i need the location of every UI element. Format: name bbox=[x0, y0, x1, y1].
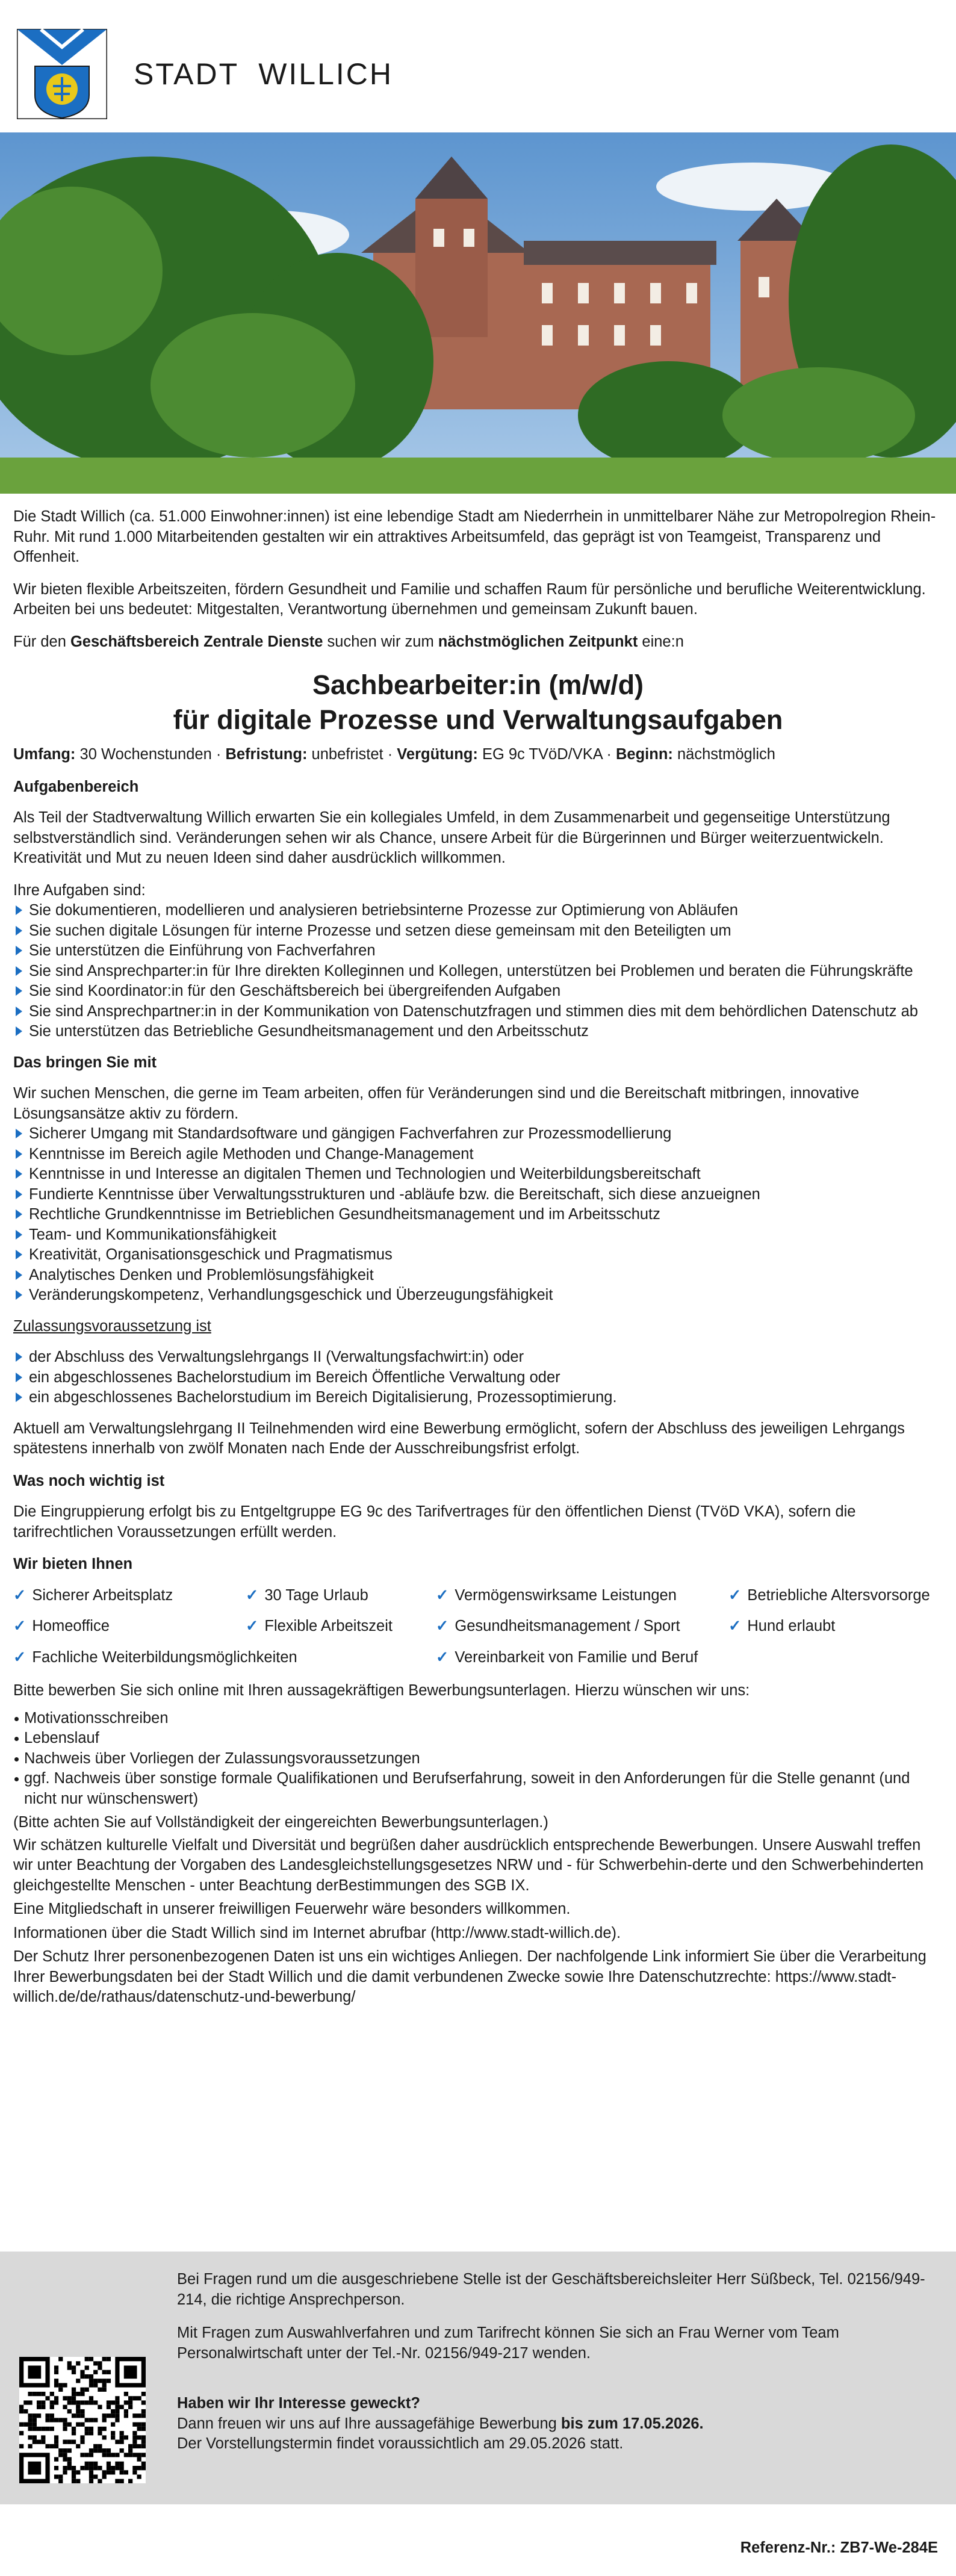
meta-label: Vergütung: bbox=[397, 746, 478, 763]
benefit-item bbox=[728, 1616, 943, 1637]
bullet-dot-icon bbox=[14, 1737, 19, 1741]
triangle-bullet-icon bbox=[16, 1392, 22, 1402]
zulassung-item-text: der Abschluss des Verwaltungslehrgangs II (Verwaltungsfachwirt:in) oder bbox=[29, 1349, 524, 1365]
qr-code-image[interactable] bbox=[19, 2357, 146, 2483]
zulassung-note: Aktuell am Verwaltungslehrgang II Teilnehmenden wird eine Bewerbung ermöglicht, sofern der Abschluss des jeweiligen Lehrgangs spätestens innerhalb von zwölf Monaten nach Ende der Ausschreibungsfrist erfolgt. bbox=[13, 1420, 905, 1457]
hero-castle-photo bbox=[0, 132, 956, 494]
check-icon: ✓ bbox=[13, 1618, 26, 1634]
meta-label: Beginn: bbox=[615, 746, 673, 763]
triangle-bullet-icon bbox=[16, 1026, 22, 1036]
meta-label: Befristung: bbox=[225, 746, 308, 763]
bewerbung-item-text: Lebenslauf bbox=[24, 1730, 99, 1746]
diversity-statement: Wir schätzen kulturelle Vielfalt und Diversität und begrüßen daher ausdrücklich entsprechende Bewerbungen. Unsere Auswahl treffen wir unter Beachtung der Vorgaben des Landesgleichstellungsgesetzes NRW und - für Schwerbehin-derte und den Schwerbehinderten gleichgestellte Menschen - unter Beachtung derBestimmungen des SGB IX. bbox=[13, 1836, 924, 1894]
benefits-grid bbox=[13, 1586, 943, 1668]
profil-item bbox=[13, 1164, 943, 1185]
triangle-bullet-icon bbox=[16, 1169, 22, 1179]
triangle-bullet-icon bbox=[16, 1290, 22, 1300]
profil-item bbox=[13, 1185, 943, 1205]
profil-item bbox=[13, 1144, 943, 1165]
aufgaben-intro: Als Teil der Stadtverwaltung Willich erwarten Sie ein kollegiales Umfeld, in dem Zusammenarbeit und gegenseitige Unterstützung selbstverständlich sind. Veränderungen sehen wir als Chance, unsere Arbeit für die Bürgerinnen und Bürger weiterzuentwickeln. Kreativität und Mut zu neuen Ideen sind daher ausdrücklich willkommen. bbox=[13, 809, 890, 866]
benefit-text: Gesundheitsmanagement / Sport bbox=[455, 1618, 680, 1634]
brand-word-willich: WILLICH bbox=[258, 57, 393, 91]
triangle-bullet-icon bbox=[16, 1250, 22, 1259]
check-icon: ✓ bbox=[246, 1586, 259, 1604]
contact-fachlich: Bei Fragen rund um die ausgeschriebene Stelle ist der Geschäftsbereichsleiter Herr Süßbeck, Tel. 02156/949-214, die richtige Ansprechperson. bbox=[177, 2271, 925, 2308]
triangle-bullet-icon bbox=[16, 1129, 22, 1138]
triangle-bullet-icon bbox=[16, 986, 22, 996]
triangle-bullet-icon bbox=[16, 1373, 22, 1382]
profil-item bbox=[13, 1245, 943, 1265]
triangle-bullet-icon bbox=[16, 1270, 22, 1280]
start-date: nächstmöglichen Zeitpunkt bbox=[438, 633, 638, 650]
profil-item-text: Kreativität, Organisationsgeschick und Pragmatismus bbox=[29, 1246, 393, 1263]
benefit-text: Homeoffice bbox=[32, 1618, 110, 1634]
benefit-text: Hund erlaubt bbox=[747, 1618, 836, 1634]
privacy-note: Der Schutz Ihrer personenbezogenen Daten ist uns ein wichtiges Anliegen. Der nachfolgende Link informiert Sie über die Verarbeitung Ihrer Bewerbungsdaten bei der Stadt Willich und die damit verbundenen Zwecke sowie Ihre Datenschutzrechte: https://www.stadt-willich.de/de/rathaus/datenschutz-und-bewerbung/ bbox=[13, 1948, 927, 2005]
aufgaben-item-text: Sie dokumentieren, modellieren und analysieren betriebsinterne Prozesse zur Optimierung von Abläufen bbox=[29, 902, 738, 919]
check-icon: ✓ bbox=[728, 1586, 742, 1604]
bewerbung-item-text: Motivationsschreiben bbox=[24, 1709, 169, 1727]
intro-paragraph-3 bbox=[13, 632, 943, 653]
profil-item-text: Team- und Kommunikationsfähigkeit bbox=[29, 1226, 277, 1243]
section-heading-wichtig: Was noch wichtig ist bbox=[13, 1472, 165, 1489]
aufgaben-item-text: Sie unterstützen das Betriebliche Gesundheitsmanagement und den Arbeitsschutz bbox=[29, 1023, 589, 1040]
bewerbung-item-text: ggf. Nachweis über sonstige formale Qualifikationen und Berufserfahrung, soweit in den Anforderungen für die Stelle genannt (und nicht nur wünschenswert) bbox=[24, 1770, 910, 1807]
triangle-bullet-icon bbox=[16, 1190, 22, 1199]
profil-item-text: Veränderungskompetenz, Verhandlungsgeschick und Überzeugungsfähigkeit bbox=[29, 1286, 553, 1303]
bewerbung-intro: Bitte bewerben Sie sich online mit Ihren aussagekräftigen Bewerbungsunterlagen. Hierzu wünschen wir uns: bbox=[13, 1682, 750, 1699]
benefit-item bbox=[13, 1616, 246, 1637]
aufgaben-item-text: Sie unterstützen die Einführung von Fachverfahren bbox=[29, 942, 376, 959]
benefit-text: Sicherer Arbeitsplatz bbox=[32, 1586, 173, 1604]
bullet-dot-icon bbox=[14, 1717, 19, 1721]
reference-number: Referenz-Nr.: ZB7-We-284E bbox=[740, 2539, 938, 2556]
bewerbung-item-text: Nachweis über Vorliegen der Zulassungsvoraussetzungen bbox=[24, 1749, 420, 1767]
benefit-item bbox=[728, 1586, 943, 1606]
interest-heading: Haben wir Ihr Interesse geweckt? bbox=[177, 2395, 420, 2412]
city-wordmark bbox=[134, 57, 412, 92]
meta-value: unbefristet · bbox=[307, 746, 397, 763]
zulassung-item bbox=[13, 1388, 943, 1408]
triangle-bullet-icon bbox=[16, 966, 22, 976]
profil-intro: Wir suchen Menschen, die gerne im Team arbeiten, offen für Veränderungen sind und die Bereitschaft mitbringen, innovative Lösungsansätze aktiv zu fördern. bbox=[13, 1085, 860, 1122]
bewerbung-item bbox=[13, 1709, 943, 1729]
bewerbung-item bbox=[13, 1769, 943, 1809]
zulassung-item-text: ein abgeschlossenes Bachelorstudium im Bereich Digitalisierung, Prozessoptimierung. bbox=[29, 1389, 617, 1406]
bewerbung-item bbox=[13, 1749, 943, 1769]
benefit-item bbox=[436, 1616, 728, 1637]
triangle-bullet-icon bbox=[16, 1209, 22, 1219]
check-icon: ✓ bbox=[436, 1618, 449, 1634]
profil-item bbox=[13, 1265, 943, 1286]
zulassung-item-text: ein abgeschlossenes Bachelorstudium im Bereich Öffentliche Verwaltung oder bbox=[29, 1368, 560, 1386]
posting-body bbox=[13, 507, 943, 2020]
check-icon: ✓ bbox=[13, 1648, 26, 1666]
header bbox=[0, 0, 956, 132]
section-heading-profil: Das bringen Sie mit bbox=[13, 1054, 157, 1071]
triangle-bullet-icon bbox=[16, 1007, 22, 1016]
aufgaben-item bbox=[13, 1022, 943, 1042]
check-icon: ✓ bbox=[436, 1586, 449, 1604]
deadline-date: bis zum 17.05.2026. bbox=[560, 2415, 704, 2432]
aufgaben-item bbox=[13, 961, 943, 982]
benefit-text: Betriebliche Altersvorsorge bbox=[747, 1586, 930, 1604]
benefit-item bbox=[436, 1586, 728, 1606]
triangle-bullet-icon bbox=[16, 905, 22, 915]
profil-item-text: Fundierte Kenntnisse über Verwaltungsstrukturen und -abläufe bzw. die Bereitschaft, sich diese anzueignen bbox=[29, 1185, 760, 1203]
intro-text: eine:n bbox=[638, 633, 684, 650]
zulassung-item bbox=[13, 1347, 943, 1368]
aufgaben-item-text: Sie sind Koordinator:in für den Geschäftsbereich bei übergreifenden Aufgaben bbox=[29, 982, 561, 999]
benefit-item bbox=[13, 1586, 246, 1606]
benefit-text: Flexible Arbeitszeit bbox=[264, 1618, 393, 1634]
brand-word-stadt: STADT bbox=[134, 57, 240, 91]
wichtig-text: Die Eingruppierung erfolgt bis zu Entgeltgruppe EG 9c des Tarifvertrages für den öffentlichen Dienst (TVöD VKA), sofern die tarifrechtlichen Voraussetzungen erfüllt werden. bbox=[13, 1503, 856, 1541]
profil-list bbox=[13, 1124, 943, 1306]
intro-paragraph-1: Die Stadt Willich (ca. 51.000 Einwohner:innen) ist eine lebendige Stadt am Niederrhein in unmittelbarer Nähe zur Metropolregion Rhein-Ruhr. Mit rund 1.000 Mitarbeitenden gestalten wir ein attraktives Arbeitsumfeld, das geprägt ist von Teamgeist, Transparenz und Offenheit. bbox=[13, 508, 936, 565]
deadline-text bbox=[177, 2414, 936, 2435]
aufgaben-item bbox=[13, 921, 943, 942]
check-icon: ✓ bbox=[436, 1648, 449, 1666]
intro-text: suchen wir zum bbox=[323, 633, 438, 650]
triangle-bullet-icon bbox=[16, 926, 22, 936]
meta-value: 30 Wochenstunden · bbox=[75, 746, 226, 763]
deadline-intro: Dann freuen wir uns auf Ihre aussagefähige Bewerbung bbox=[177, 2415, 561, 2432]
feuerwehr-note: Eine Mitgliedschaft in unserer freiwilligen Feuerwehr wäre besonders willkommen. bbox=[13, 1901, 571, 1917]
aufgaben-item bbox=[13, 901, 943, 921]
profil-item-text: Kenntnisse in und Interesse an digitalen Themen und Technologien und Weiterbildungsbereitschaft bbox=[29, 1165, 701, 1182]
aufgaben-item bbox=[13, 981, 943, 1002]
section-heading-aufgaben: Aufgabenbereich bbox=[13, 778, 139, 795]
check-icon: ✓ bbox=[13, 1586, 26, 1604]
meta-value: nächstmöglich bbox=[672, 746, 775, 763]
aufgaben-item-text: Sie sind Ansprechpartner:in in der Kommunikation von Datenschutzfragen und stimmen dies mit dem behördlichen Datenschutz ab bbox=[29, 1002, 918, 1020]
aufgaben-item-text: Sie sind Ansprechparter:in für Ihre direkten Kolleginnen und Kollegen, unterstützen bei Problemen und beraten die Führungskräfte bbox=[29, 962, 913, 979]
profil-item-text: Sicherer Umgang mit Standardsoftware und gängigen Fachverfahren zur Prozessmodellierung bbox=[29, 1125, 672, 1142]
bullet-dot-icon bbox=[14, 1757, 19, 1761]
aufgaben-item bbox=[13, 941, 943, 961]
department-name: Geschäftsbereich Zentrale Dienste bbox=[70, 633, 323, 650]
job-title-line-1: Sachbearbeiter:in (m/w/d) bbox=[312, 669, 644, 700]
check-icon: ✓ bbox=[728, 1618, 742, 1634]
interview-date-text: Der Vorstellungstermin findet voraussichtlich am 29.05.2026 statt. bbox=[177, 2435, 624, 2452]
benefit-item bbox=[436, 1648, 728, 1668]
internet-note: Informationen über die Stadt Willich sind im Internet abrufbar (http://www.stadt-willich.de). bbox=[13, 1924, 621, 1941]
benefit-text: Vermögenswirksame Leistungen bbox=[455, 1586, 677, 1604]
check-icon: ✓ bbox=[246, 1618, 259, 1634]
intro-text: Für den bbox=[13, 633, 70, 650]
benefit-item bbox=[13, 1648, 297, 1668]
section-heading-bieten: Wir bieten Ihnen bbox=[13, 1556, 133, 1572]
profil-item bbox=[13, 1285, 943, 1306]
triangle-bullet-icon bbox=[16, 1230, 22, 1240]
profil-item-text: Kenntnisse im Bereich agile Methoden und Change-Management bbox=[29, 1145, 474, 1162]
profil-item bbox=[13, 1205, 943, 1225]
zulassung-item bbox=[13, 1368, 943, 1388]
profil-item bbox=[13, 1225, 943, 1246]
benefit-text: 30 Tage Urlaub bbox=[264, 1586, 368, 1604]
city-crest-logo bbox=[17, 29, 107, 119]
job-title bbox=[13, 668, 943, 737]
bewerbung-list bbox=[13, 1709, 943, 1810]
benefit-item bbox=[246, 1586, 436, 1606]
intro-paragraph-2: Wir bieten flexible Arbeitszeiten, fördern Gesundheit und Familie und schaffen Raum für persönliche und berufliche Weiterentwicklung. Arbeiten bei uns bedeutet: Mitgestalten, Verantwortung übernehmen und gemeinsam Zukunft bauen. bbox=[13, 580, 926, 618]
triangle-bullet-icon bbox=[16, 1149, 22, 1159]
job-meta bbox=[13, 745, 943, 765]
benefit-item bbox=[246, 1648, 436, 1668]
contact-footer bbox=[0, 2252, 956, 2504]
benefit-item bbox=[246, 1616, 436, 1637]
profil-item-text: Rechtliche Grundkenntnisse im Betrieblichen Gesundheitsmanagement und im Arbeitsschutz bbox=[29, 1206, 660, 1223]
zulassung-list bbox=[13, 1347, 943, 1408]
bewerbung-hinweis: (Bitte achten Sie auf Vollständigkeit der eingereichten Bewerbungsunterlagen.) bbox=[13, 1814, 548, 1831]
contact-personal: Mit Fragen zum Auswahlverfahren und zum Tarifrecht können Sie sich an Frau Werner vom Team Personalwirtschaft unter der Tel.-Nr. 02156/949-217 wenden. bbox=[177, 2324, 839, 2362]
bewerbung-item bbox=[13, 1728, 943, 1749]
job-title-line-2: für digitale Prozesse und Verwaltungsaufgaben bbox=[173, 704, 783, 735]
bullet-dot-icon bbox=[14, 1777, 19, 1781]
triangle-bullet-icon bbox=[16, 1352, 22, 1362]
triangle-bullet-icon bbox=[16, 946, 22, 955]
aufgaben-item bbox=[13, 1002, 943, 1022]
meta-label: Umfang: bbox=[13, 746, 76, 763]
aufgaben-list-intro: Ihre Aufgaben sind: bbox=[13, 881, 146, 899]
aufgaben-list bbox=[13, 901, 943, 1042]
aufgaben-item-text: Sie suchen digitale Lösungen für interne Prozesse und setzen diese gemeinsam mit den Beteiligten um bbox=[29, 922, 731, 939]
benefit-item bbox=[728, 1648, 943, 1668]
contact-text bbox=[177, 2270, 936, 2454]
meta-value: EG 9c TVöD/VKA · bbox=[477, 746, 616, 763]
section-heading-zulassung: Zulassungsvoraussetzung ist bbox=[13, 1317, 211, 1335]
profil-item-text: Analytisches Denken und Problemlösungsfähigkeit bbox=[29, 1266, 374, 1283]
benefit-text: Vereinbarkeit von Familie und Beruf bbox=[455, 1648, 698, 1666]
benefit-text: Fachliche Weiterbildungsmöglichkeiten bbox=[32, 1648, 297, 1666]
profil-item bbox=[13, 1124, 943, 1144]
